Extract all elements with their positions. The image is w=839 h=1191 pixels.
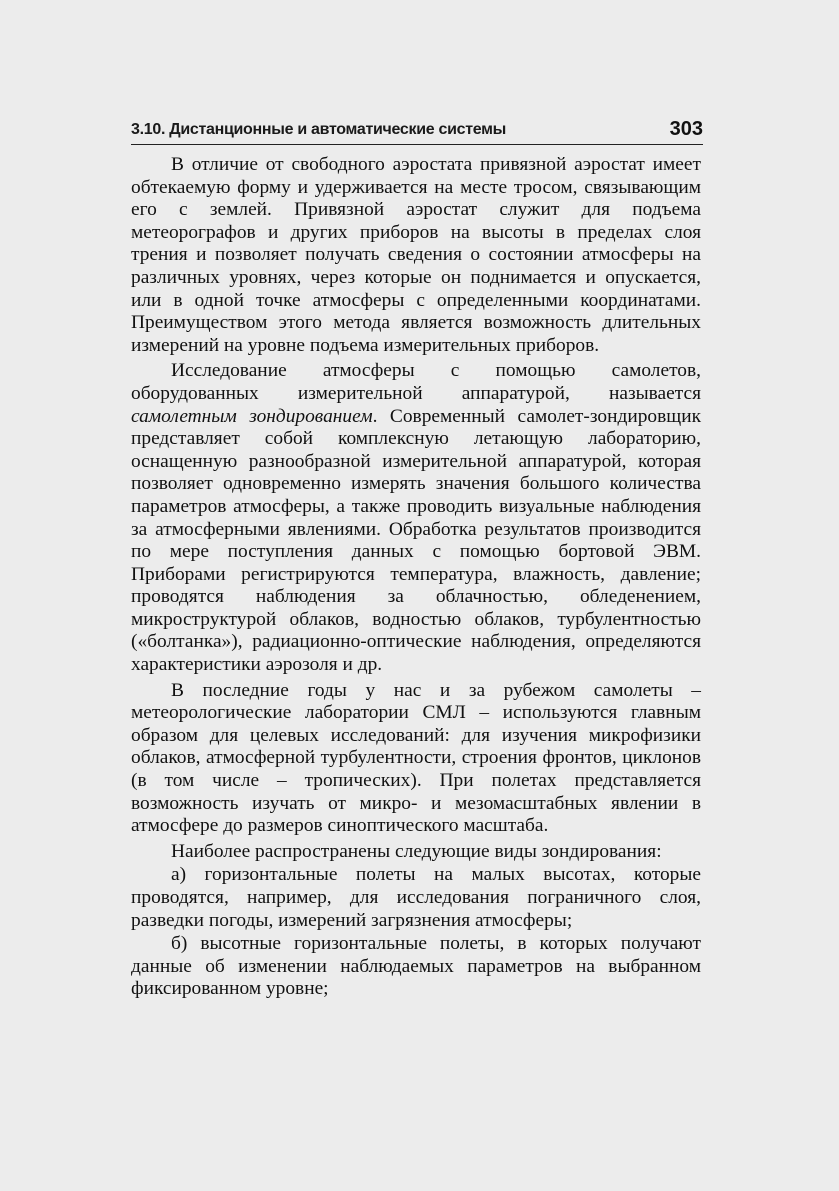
paragraph-tethered-balloon: В отличие от свободного аэростата привязной аэростат имеет обтекаемую форму и удерживается на месте тросом, связывающим его с землей. Привязной аэростат служит для подъема метеорографов и других приборов на высоты в пределах слоя трения и позволяет получать сведения о состоянии атмосферы на различных уровнях, через которые он поднимается и опускается, или в одной точке атмосферы с определенными координатами. Преимуществом этого метода является возможность длительных измерений на уровне подъема измерительных приборов.: [131, 154, 701, 356]
paragraph-meteorological-labs: В последние годы у нас и за рубежом самолеты – метеорологические лаборатории СМЛ – используются главным образом для целевых исследований: для изучения микрофизики облаков, атмосферной турбулентности, строения фронтов, циклонов (в том числе – тропических). При полетах представляется возможность изучать от микро- и мезомасштабных явлении в атмосфере до размеров синоптического масштаба.: [131, 679, 701, 837]
paragraph-sounding-types-intro: Наиболее распространены следующие виды зондирования:: [171, 840, 662, 862]
body-text: [131, 154, 701, 1001]
section-title: 3.10. Дистанционные и автоматические системы: [131, 121, 507, 138]
page-number: 303: [669, 118, 703, 140]
header-rule: [131, 144, 703, 145]
paragraph-aircraft-sounding: [131, 360, 701, 676]
list-item-a: а) горизонтальные полеты на малых высотах, которые проводятся, например, для исследования пограничного слоя, разведки погоды, измерений загрязнения атмосферы;: [131, 864, 701, 931]
term-aircraft-sounding: самолетным зондированием: [131, 405, 373, 427]
paragraph-aircraft-sounding-start: Исследование атмосферы с помощью самолетов, оборудованных измерительной аппаратурой, называется: [131, 360, 701, 404]
running-header: [131, 118, 703, 144]
paragraph-aircraft-sounding-end: . Современный самолет-зондировщик представляет собой комплексную летающую лабораторию, оснащенную разнообразной измерительной аппаратурой, которая позволяет одновременно измерять значения большого количества параметров атмосферы, а также проводить визуальные наблюдения за атмосферными явлениями. Обработка результатов производится по мере поступления данных с помощью бортовой ЭВМ. Приборами регистрируются температура, влажность, давление; проводятся наблюдения за облачностью, обледенением, микроструктурой облаков, водностью облаков, турбулентностью («болтанка»), радиационно-оптические наблюдения, определяются характеристики аэрозоля и др.: [131, 405, 701, 676]
list-item-b: б) высотные горизонтальные полеты, в которых получают данные об изменении наблюдаемых параметров на выбранном фиксированном уровне;: [131, 933, 701, 1000]
